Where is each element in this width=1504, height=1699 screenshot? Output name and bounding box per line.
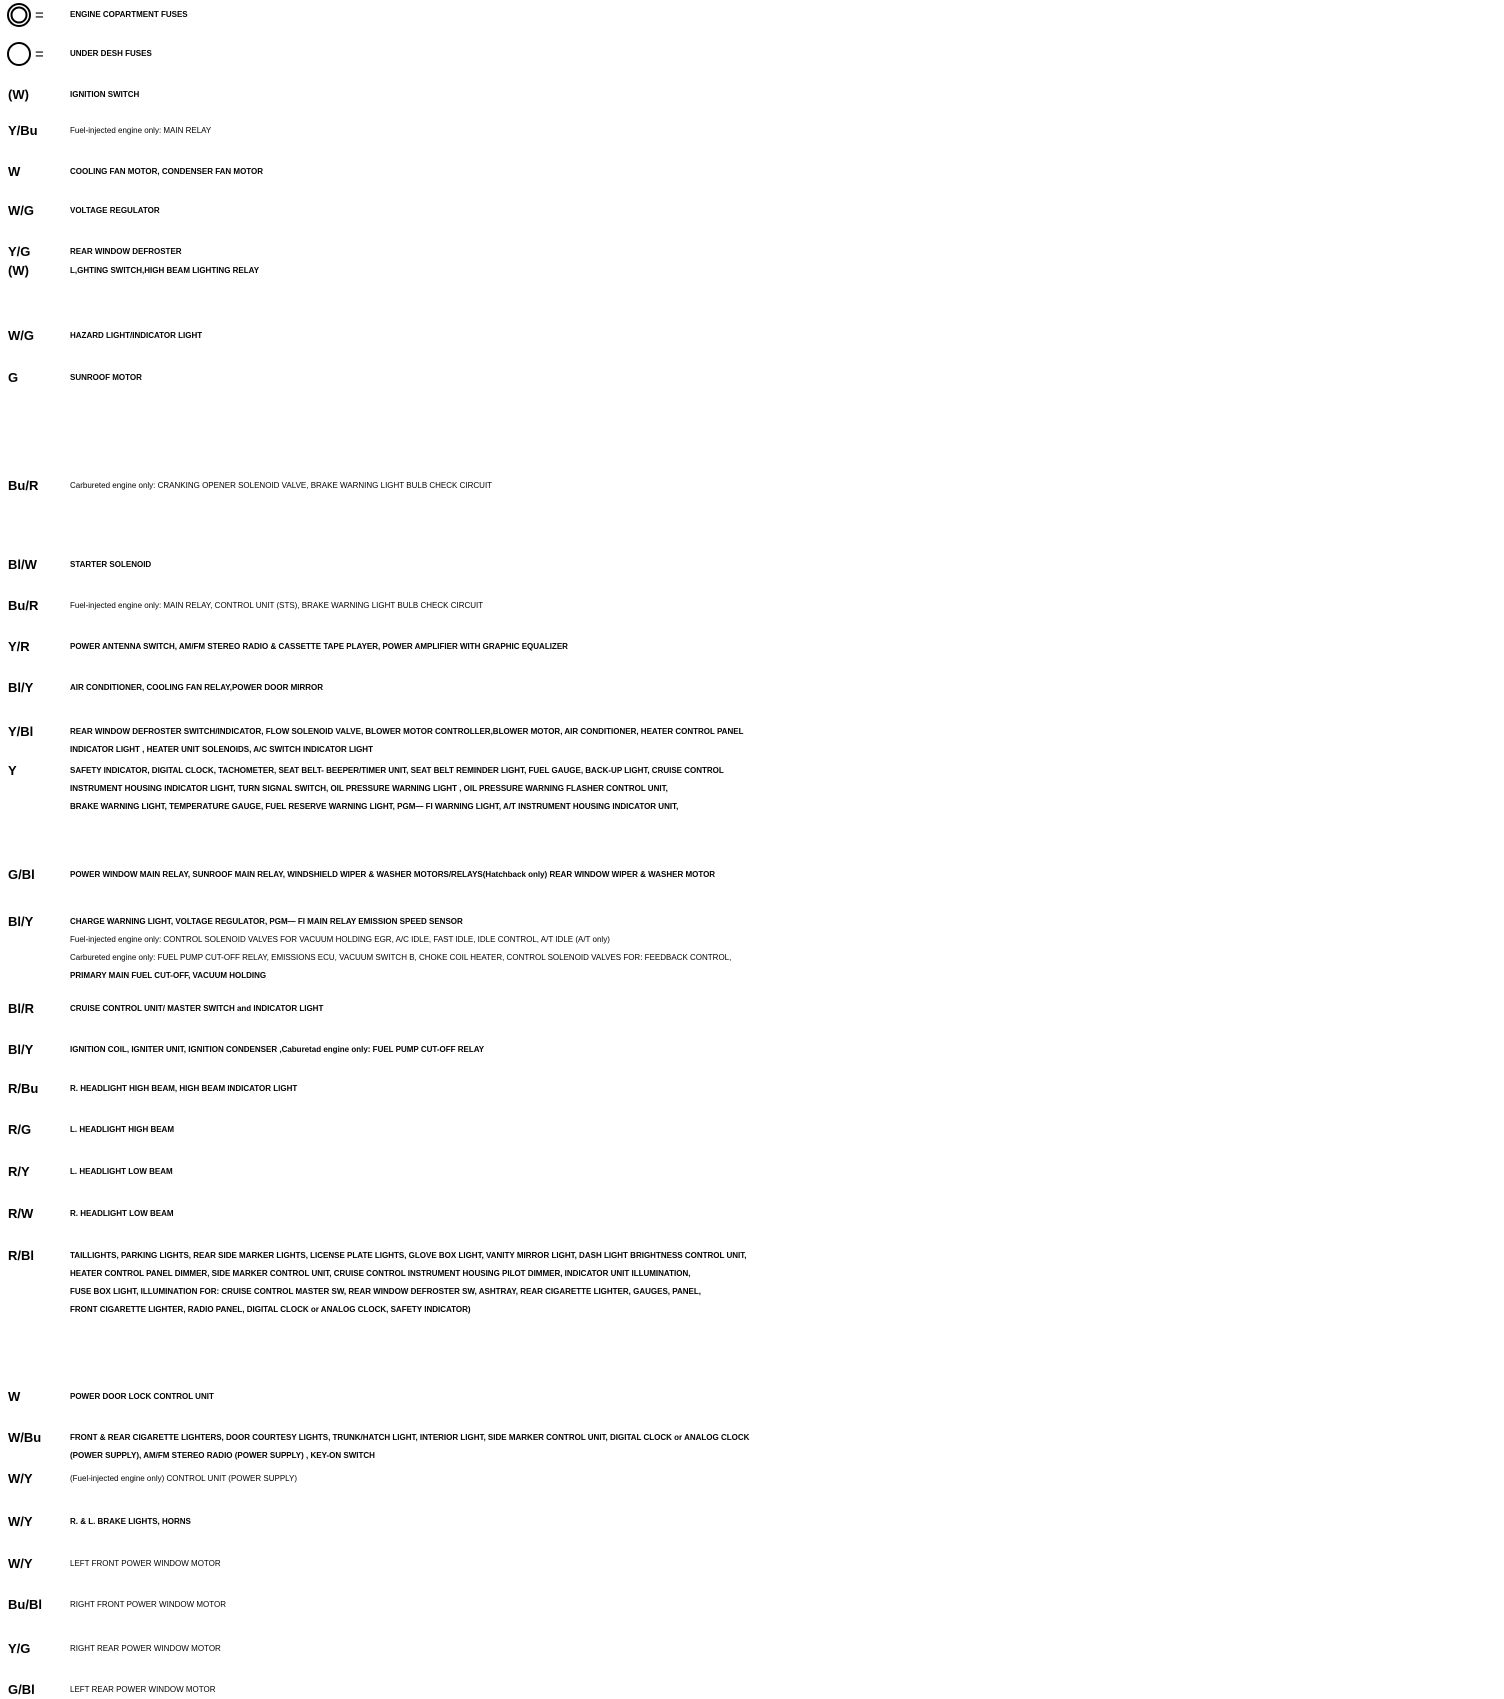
- description-line: VOLTAGE REGULATOR: [70, 206, 160, 215]
- wire-color-code: R/Bu: [8, 1081, 39, 1096]
- circuit-description: [70, 1555, 1500, 1573]
- circuit-description: [70, 122, 1500, 140]
- description-line: TAILLIGHTS, PARKING LIGHTS, REAR SIDE MARKER LIGHTS, LICENSE PLATE LIGHTS, GLOVE BOX LIGHT, VANITY MIRROR LIGHT, DASH LIGHT BRIGHTNESS CONTROL UNIT,: [70, 1251, 747, 1260]
- wire-color-code: Bu/Bl: [8, 1597, 42, 1612]
- wire-color-code: Y/Bl: [8, 724, 34, 739]
- description-line: INSTRUMENT HOUSING INDICATOR LIGHT, TURN SIGNAL SWITCH, OIL PRESSURE WARNING LIGHT , OIL PRESSURE WARNING FLASHER CONTROL UNIT,: [70, 784, 668, 793]
- wire-color-code: Bl/Y: [8, 680, 34, 695]
- wire-color-code: W: [8, 164, 21, 179]
- circuit-description: [70, 1429, 1500, 1465]
- circuit-description: [70, 86, 1500, 104]
- wire-color-code: W/G: [8, 203, 34, 218]
- description-line: L. HEADLIGHT LOW BEAM: [70, 1167, 173, 1176]
- description-line: COOLING FAN MOTOR, CONDENSER FAN MOTOR: [70, 167, 264, 176]
- circuit-description: [70, 1247, 1500, 1319]
- description-line: RIGHT REAR POWER WINDOW MOTOR: [70, 1644, 221, 1653]
- description-line: Fuel-injected engine only: CONTROL SOLENOID VALVES FOR VACUUM HOLDING EGR, A/C IDLE, FAST IDLE, IDLE CONTROL, A/T IDLE (A/T only): [70, 935, 610, 944]
- wire-color-code: Bl/Y: [8, 914, 34, 929]
- circuit-description: [70, 762, 1500, 816]
- description-line: (Fuel-injected engine only) CONTROL UNIT (POWER SUPPLY): [70, 1474, 298, 1483]
- wire-color-code: W/G: [8, 328, 34, 343]
- circuit-description: [70, 1205, 1500, 1223]
- wire-color-code: R/Bl: [8, 1248, 34, 1263]
- circuit-description: [70, 638, 1500, 656]
- circuit-description: [70, 202, 1500, 220]
- description-line: L. HEADLIGHT HIGH BEAM: [70, 1125, 174, 1134]
- description-line: FRONT & REAR CIGARETTE LIGHTERS, DOOR COURTESY LIGHTS, TRUNK/HATCH LIGHT, INTERIOR LIGHT, SIDE MARKER CONTROL UNIT, DIGITAL CLOCK or ANALOG CLOCK: [70, 1433, 750, 1442]
- circuit-description: [70, 1470, 1500, 1488]
- description-line: POWER WINDOW MAIN RELAY, SUNROOF MAIN RELAY, WINDSHIELD WIPER & WASHER MOTORS/RELAYS(Hatchback only) REAR WINDOW WIPER & WASHER MOTOR: [70, 870, 716, 879]
- description-line: STARTER SOLENOID: [70, 560, 152, 569]
- circuit-description: [70, 327, 1500, 345]
- circuit-description: [70, 243, 1500, 261]
- description-line: CHARGE WARNING LIGHT, VOLTAGE REGULATOR, PGM— FI MAIN RELAY EMISSION SPEED SENSOR: [70, 917, 463, 926]
- description-line: Fuel-injected engine only: MAIN RELAY: [70, 126, 212, 135]
- wire-color-code: Y/G: [8, 244, 31, 259]
- circuit-description: [70, 262, 1500, 280]
- wire-color-code: Y: [8, 763, 17, 778]
- circuit-description: [70, 1000, 1500, 1018]
- legend-label: ENGINE COPARTMENT FUSES: [70, 10, 188, 19]
- description-line: SUNROOF MOTOR: [70, 373, 142, 382]
- circuit-description: [70, 679, 1500, 697]
- circuit-description: [70, 369, 1500, 387]
- description-line: POWER DOOR LOCK CONTROL UNIT: [70, 1392, 214, 1401]
- wire-color-code: R/W: [8, 1206, 34, 1221]
- wire-color-code: G/Bl: [8, 867, 35, 882]
- description-line: IGNITION COIL, IGNITER UNIT, IGNITION CONDENSER ,Caburetad engine only: FUEL PUMP CUT-OFF RELAY: [70, 1045, 485, 1054]
- circuit-description: [70, 1681, 1500, 1699]
- circuit-description: [70, 866, 1500, 884]
- description-line: AIR CONDITIONER, COOLING FAN RELAY,POWER DOOR MIRROR: [70, 683, 324, 692]
- legend-label: UNDER DESH FUSES: [70, 49, 152, 58]
- wire-color-code: Bl/W: [8, 557, 37, 572]
- description-line: REAR WINDOW DEFROSTER SWITCH/INDICATOR, FLOW SOLENOID VALVE, BLOWER MOTOR CONTROLLER,BLOWER MOTOR, AIR CONDITIONER, HEATER CONTROL PANEL: [70, 727, 744, 736]
- description-line: R. HEADLIGHT HIGH BEAM, HIGH BEAM INDICATOR LIGHT: [70, 1084, 298, 1093]
- wire-color-code: Y/G: [8, 1641, 31, 1656]
- wire-color-code: Bu/R: [8, 478, 39, 493]
- circuit-description: [70, 1513, 1500, 1531]
- wire-color-code: Y/R: [8, 639, 30, 654]
- circuit-description: [70, 1121, 1500, 1139]
- description-line: FUSE BOX LIGHT, ILLUMINATION FOR: CRUISE CONTROL MASTER SW, REAR WINDOW DEFROSTER SW, ASHTRAY, REAR CIGARETTE LIGHTER, GAUGES, PANEL,: [70, 1287, 701, 1296]
- wire-color-code: Y/Bu: [8, 123, 38, 138]
- description-line: LEFT REAR POWER WINDOW MOTOR: [70, 1685, 216, 1694]
- wire-color-code: R/Y: [8, 1164, 30, 1179]
- wire-color-code: Bl/Y: [8, 1042, 34, 1057]
- wire-color-code: G/Bl: [8, 1682, 35, 1697]
- description-line: POWER ANTENNA SWITCH, AM/FM STEREO RADIO & CASSETTE TAPE PLAYER, POWER AMPLIFIER WITH GRAPHIC EQUALIZER: [70, 642, 568, 651]
- wire-color-code: W/Y: [8, 1514, 33, 1529]
- circuit-description: [70, 1041, 1500, 1059]
- wire-color-code: (W): [8, 263, 29, 278]
- description-line: R. HEADLIGHT LOW BEAM: [70, 1209, 174, 1218]
- circuit-description: [70, 1163, 1500, 1181]
- circle-icon: =: [4, 41, 44, 67]
- circuit-description: [70, 1388, 1500, 1406]
- circuit-description: [70, 1080, 1500, 1098]
- circuit-description: [70, 913, 1500, 985]
- description-line: HEATER CONTROL PANEL DIMMER, SIDE MARKER CONTROL UNIT, CRUISE CONTROL INSTRUMENT HOUSING PILOT DIMMER, INDICATOR UNIT ILLUMINATION,: [70, 1269, 691, 1278]
- circuit-description: [70, 477, 1500, 495]
- wire-color-code: Bl/R: [8, 1001, 34, 1016]
- description-line: SAFETY INDICATOR, DIGITAL CLOCK, TACHOMETER, SEAT BELT- BEEPER/TIMER UNIT, SEAT BELT REMINDER LIGHT, FUEL GAUGE, BACK-UP LIGHT, CRUISE CONTROL: [70, 766, 724, 775]
- description-line: BRAKE WARNING LIGHT, TEMPERATURE GAUGE, FUEL RESERVE WARNING LIGHT, PGM— FI WARNING LIGHT, A/T INSTRUMENT HOUSING INDICATOR UNIT,: [70, 802, 679, 811]
- wire-color-code: R/G: [8, 1122, 32, 1137]
- circuit-description: [70, 163, 1500, 181]
- description-line: RIGHT FRONT POWER WINDOW MOTOR: [70, 1600, 226, 1609]
- description-line: FRONT CIGARETTE LIGHTER, RADIO PANEL, DIGITAL CLOCK or ANALOG CLOCK, SAFETY INDICATOR): [70, 1305, 471, 1314]
- description-line: LEFT FRONT POWER WINDOW MOTOR: [70, 1559, 221, 1568]
- wire-color-code: Bu/R: [8, 598, 39, 613]
- double-circle-icon: =: [4, 2, 44, 28]
- description-line: R. & L. BRAKE LIGHTS, HORNS: [70, 1517, 191, 1526]
- description-line: Carbureted engine only: FUEL PUMP CUT-OFF RELAY, EMISSIONS ECU, VACUUM SWITCH B, CHOKE COIL HEATER, CONTROL SOLENOID VALVES FOR: FEEDBACK CONTROL,: [70, 953, 732, 962]
- legend-row-dash-fuses: [0, 41, 1504, 67]
- circuit-description: [70, 1640, 1500, 1658]
- legend-row-engine-fuses: [0, 2, 1504, 28]
- circuit-description: [70, 556, 1500, 574]
- description-line: IGNITION SWITCH: [70, 90, 140, 99]
- description-line: L,GHTING SWITCH,HIGH BEAM LIGHTING RELAY: [70, 266, 260, 275]
- circuit-description: [70, 1596, 1500, 1614]
- description-line: Carbureted engine only: CRANKING OPENER SOLENOID VALVE, BRAKE WARNING LIGHT BULB CHECK CIRCUIT: [70, 481, 493, 490]
- description-line: CRUISE CONTROL UNIT/ MASTER SWITCH and INDICATOR LIGHT: [70, 1004, 324, 1013]
- wire-color-code: W/Y: [8, 1471, 33, 1486]
- description-line: HAZARD LIGHT/INDICATOR LIGHT: [70, 331, 203, 340]
- wire-color-code: (W): [8, 87, 29, 102]
- wire-color-code: W/Bu: [8, 1430, 42, 1445]
- description-line: PRIMARY MAIN FUEL CUT-OFF, VACUUM HOLDING: [70, 971, 267, 980]
- wire-color-code: G: [8, 370, 19, 385]
- circuit-description: [70, 723, 1500, 759]
- description-line: INDICATOR LIGHT , HEATER UNIT SOLENOIDS, A/C SWITCH INDICATOR LIGHT: [70, 745, 373, 754]
- description-line: REAR WINDOW DEFROSTER: [70, 247, 182, 256]
- description-line: Fuel-injected engine only: MAIN RELAY, CONTROL UNIT (STS), BRAKE WARNING LIGHT BULB CHECK CIRCUIT: [70, 601, 484, 610]
- circuit-description: [70, 597, 1500, 615]
- wire-color-code: W/Y: [8, 1556, 33, 1571]
- description-line: (POWER SUPPLY), AM/FM STEREO RADIO (POWER SUPPLY) , KEY-ON SWITCH: [70, 1451, 375, 1460]
- wire-color-code: W: [8, 1389, 21, 1404]
